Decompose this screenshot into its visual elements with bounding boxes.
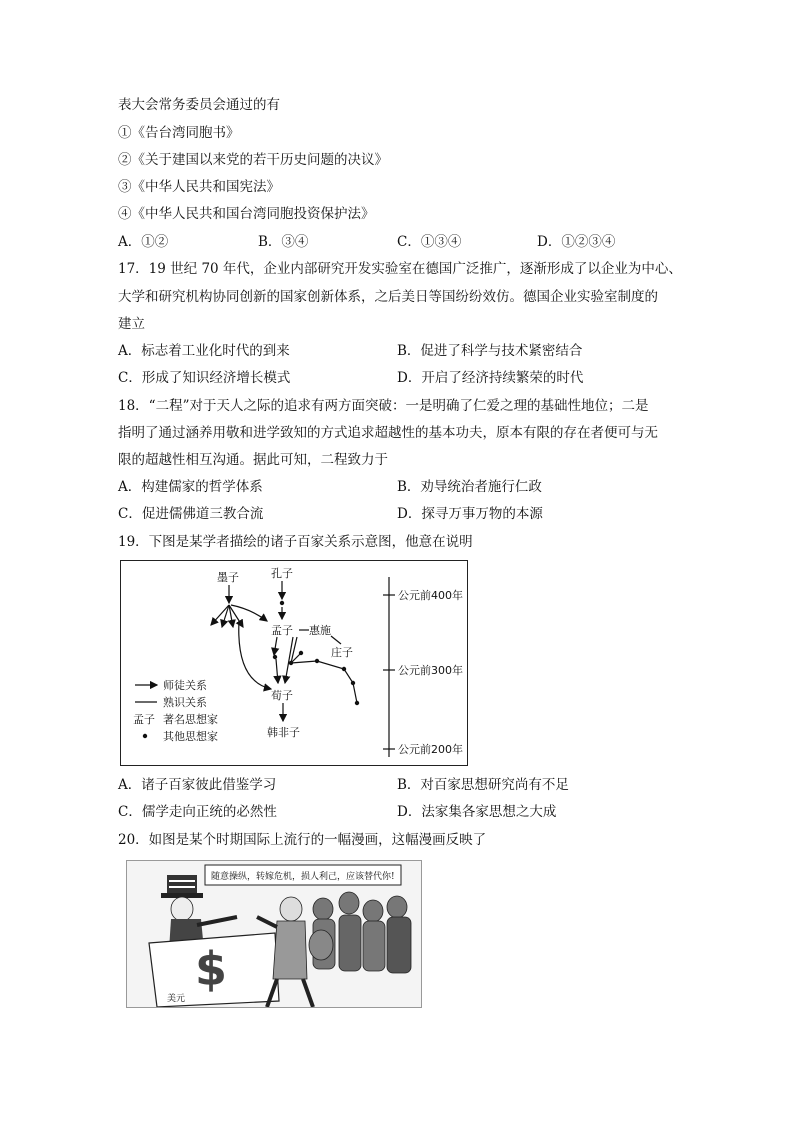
q19-stem: 19．下图是某学者描绘的诸子百家关系示意图，他意在说明	[118, 534, 473, 550]
q17-line-2: 大学和研究机构协同创新的国家创新体系，之后美日等国纷纷效仿。德国企业实验室制度的	[118, 289, 658, 305]
intro-option-b: B．③④	[258, 234, 309, 250]
legend-dot-label: 其他思想家	[163, 730, 218, 743]
q19-option-c: C．儒学走向正统的必然性	[118, 804, 277, 820]
intro-item-2: ②《关于建国以来党的若干历史问题的决议》	[118, 152, 388, 168]
legend-line-label: 熟识关系	[163, 696, 207, 709]
q17-line-3: 建立	[118, 316, 145, 332]
mozi-arrows	[211, 585, 271, 689]
timeline-300bc: 公元前300年	[398, 664, 463, 677]
intro-option-a: A．①②	[118, 234, 169, 250]
dollar-board	[149, 933, 279, 1007]
q20-stem: 20．如图是某个时期国际上流行的一幅漫画，这幅漫画反映了	[118, 832, 487, 848]
acquaintance-lines	[291, 630, 357, 703]
q18-option-a: A．构建儒家的哲学体系	[118, 479, 263, 495]
intro-item-1: ①《告台湾同胞书》	[118, 125, 240, 141]
label-kongzi: 孔子	[271, 567, 293, 580]
intro-option-c: C．①③④	[397, 234, 462, 250]
label-huishi: 惠施	[309, 624, 331, 637]
political-cartoon	[126, 860, 422, 1008]
q17-option-d: D．开启了经济持续繁荣的时代	[397, 370, 584, 386]
q19-option-d: D．法家集各家思想之大成	[397, 804, 557, 820]
dollar-symbol: $	[195, 942, 228, 996]
speech-text: 随意操纵，转嫁危机，损人利己，应该替代你!	[211, 872, 395, 882]
legend-name-label: 著名思想家	[163, 713, 218, 726]
q17-option-b: B．促进了科学与技术紧密结合	[397, 343, 583, 359]
label-zhuangzi: 庄子	[331, 646, 353, 659]
timeline-400bc: 公元前400年	[398, 589, 463, 602]
q17-line-1: 17．19 世纪 70 年代，企业内部研究开发实验室在德国广泛推广，逐渐形成了以企业为中心、	[118, 261, 682, 277]
label-mengzi: 孟子	[271, 624, 293, 637]
intro-item-4: ④《中华人民共和国台湾同胞投资保护法》	[118, 206, 375, 222]
q17-option-a: A．标志着工业化时代的到来	[118, 343, 290, 359]
intro-line: 表大会常务委员会通过的有	[118, 97, 280, 113]
q19-option-a: A．诸子百家彼此借鉴学习	[118, 777, 277, 793]
timeline	[383, 577, 395, 757]
intro-option-d: D．①②③④	[537, 234, 616, 250]
q19-option-b: B．对百家思想研究尚有不足	[397, 777, 569, 793]
sign-label: 美元	[167, 994, 186, 1004]
label-hanfeizi: 韩非子	[267, 726, 300, 739]
q18-line-1: 18．“二程”对于天人之际的追求有两方面突破：一是明确了仁爱之理的基础性地位；二是	[118, 398, 649, 414]
intro-item-3: ③《中华人民共和国宪法》	[118, 179, 280, 195]
legend-name-sample: 孟子	[133, 713, 155, 726]
philosophers-diagram	[120, 560, 468, 766]
q18-option-b: B．劝导统治者施行仁政	[397, 479, 542, 495]
q18-option-d: D．探寻万事万物的本源	[397, 506, 543, 522]
label-mozi: 墨子	[217, 571, 239, 584]
label-xunzi: 荀子	[271, 689, 293, 702]
q18-line-3: 限的超越性相互沟通。据此可知，二程致力于	[118, 452, 388, 468]
q18-option-c: C．促进儒佛道三教合流	[118, 506, 264, 522]
legend-dot-symbol	[143, 734, 147, 738]
legend-arrow-label: 师徒关系	[163, 679, 207, 692]
timeline-200bc: 公元前200年	[398, 743, 463, 756]
q17-option-c: C．形成了知识经济增长模式	[118, 370, 291, 386]
q18-line-2: 指明了通过涵养用敬和进学致知的方式追求超越性的基本功夫，原本有限的存在者便可与无	[118, 425, 658, 441]
